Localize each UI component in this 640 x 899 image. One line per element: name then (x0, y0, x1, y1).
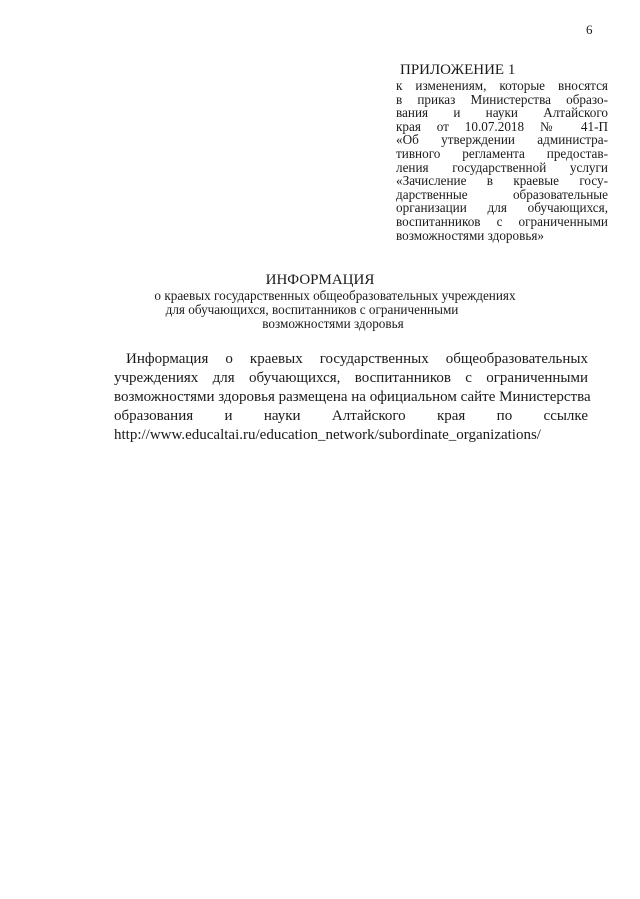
appendix-line: в приказ Министерства образо- (396, 91, 608, 107)
paragraph-line: учреждениях для обучающихся, воспитанников с ограниченными (114, 370, 588, 386)
info-subtitle-line: для обучающихся, воспитанников с ограниченными (165, 302, 459, 317)
appendix-line: «Зачисление в краевые госу- (396, 173, 608, 189)
appendix-block (396, 62, 608, 242)
organizations-link[interactable]: http://www.educaltai.ru/education_network/subordinate_organizations/ (114, 427, 541, 443)
paragraph-line: образования и науки Алтайского края по ссылке (114, 408, 588, 424)
info-subtitle (0, 289, 640, 331)
info-subtitle-line: возможностями здоровья (262, 316, 404, 331)
paragraph-line: возможностями здоровья размещена на официальном сайте Министерства (114, 389, 591, 405)
appendix-line: тивного регламента предостав- (396, 145, 608, 161)
info-subtitle-line: о краевых государственных общеобразовательных учреждениях (154, 288, 516, 303)
appendix-line: ления государственной услуги (396, 159, 608, 175)
body-paragraph (114, 350, 591, 445)
appendix-line: к изменениям, которые вносятся (396, 78, 608, 93)
appendix-line: «Об утверждении администра- (396, 132, 608, 148)
appendix-line: дарственные образовательные (396, 186, 608, 202)
paragraph-url-line (114, 426, 588, 445)
appendix-line: края от 10.07.2018 № 41-П (396, 118, 608, 134)
appendix-line: воспитанников с ограниченными (396, 213, 608, 229)
appendix-line: вания и науки Алтайского (396, 105, 608, 121)
appendix-line: организации для обучающихся, (396, 200, 608, 216)
info-title: ИНФОРМАЦИЯ (265, 272, 375, 288)
appendix-title: ПРИЛОЖЕНИЕ 1 (400, 62, 516, 78)
page-number: 6 (586, 22, 593, 37)
info-header (0, 272, 640, 331)
paragraph-line: Информация о краевых государственных общеобразовательных (126, 351, 588, 367)
appendix-line: возможностями здоровья» (396, 227, 545, 243)
appendix-text (396, 79, 608, 242)
